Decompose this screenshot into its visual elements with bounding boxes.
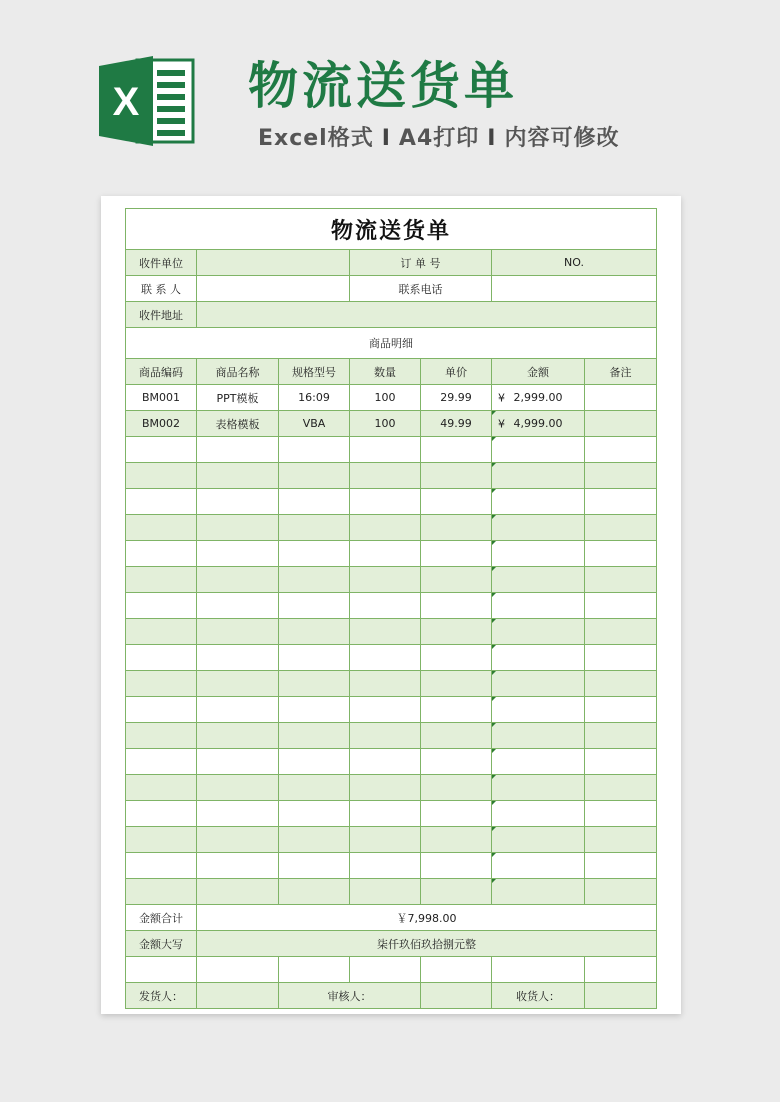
empty-cell[interactable] <box>421 437 492 463</box>
page-subtitle <box>258 124 619 154</box>
receiver-field[interactable] <box>585 983 657 1009</box>
empty-cell[interactable] <box>350 437 421 463</box>
empty-cell[interactable] <box>421 619 492 645</box>
empty-cell[interactable] <box>126 567 197 593</box>
empty-cell[interactable] <box>585 801 657 827</box>
empty-cell[interactable] <box>279 749 350 775</box>
empty-cell[interactable] <box>350 619 421 645</box>
empty-cell[interactable] <box>421 827 492 853</box>
empty-cell[interactable] <box>492 671 585 697</box>
empty-cell[interactable] <box>350 775 421 801</box>
item-spec[interactable]: 16:09 <box>279 385 350 411</box>
empty-cell[interactable] <box>126 619 197 645</box>
empty-cell[interactable] <box>492 749 585 775</box>
empty-cell[interactable] <box>197 749 279 775</box>
empty-cell[interactable] <box>350 853 421 879</box>
currency-symbol: ¥ <box>498 391 505 404</box>
empty-cell[interactable] <box>421 723 492 749</box>
contact-label: 联 系 人 <box>126 276 197 302</box>
form-title: 物流送货单 <box>126 209 657 250</box>
empty-cell[interactable] <box>197 645 279 671</box>
capital-row <box>126 931 657 957</box>
signature-row <box>126 983 657 1009</box>
empty-cell[interactable] <box>350 827 421 853</box>
empty-cell[interactable] <box>585 515 657 541</box>
empty-cell[interactable] <box>585 827 657 853</box>
column-header-row <box>126 359 657 385</box>
empty-cell[interactable] <box>197 879 279 905</box>
capital-value[interactable]: 柒仟玖佰玖拾捌元整 <box>197 931 657 957</box>
empty-item-row <box>126 593 657 619</box>
empty-cell[interactable] <box>350 697 421 723</box>
empty-cell[interactable] <box>421 879 492 905</box>
col-header: 金额 <box>492 359 585 385</box>
empty-cell[interactable] <box>126 645 197 671</box>
empty-cell[interactable] <box>126 437 197 463</box>
empty-cell[interactable] <box>585 463 657 489</box>
reviewer-label: 审核人： <box>279 983 421 1009</box>
logo-letter: X <box>112 80 140 124</box>
empty-cell[interactable] <box>126 749 197 775</box>
item-amount-value: 4,999.00 <box>513 417 563 430</box>
empty-cell[interactable] <box>126 853 197 879</box>
item-amount[interactable] <box>492 411 585 437</box>
order-no-label: 订 单 号 <box>350 250 492 276</box>
empty-item-row <box>126 853 657 879</box>
empty-cell[interactable] <box>279 853 350 879</box>
item-note[interactable] <box>585 411 657 437</box>
item-amount-value: 2,999.00 <box>513 391 563 404</box>
item-name[interactable]: 表格模板 <box>197 411 279 437</box>
blank-cell[interactable] <box>350 957 421 983</box>
empty-cell[interactable] <box>421 489 492 515</box>
item-name[interactable]: PPT模板 <box>197 385 279 411</box>
empty-item-row <box>126 775 657 801</box>
empty-cell[interactable] <box>492 853 585 879</box>
blank-cell[interactable] <box>585 957 657 983</box>
form-title-row <box>126 209 657 250</box>
item-price[interactable]: 29.99 <box>421 385 492 411</box>
empty-item-row <box>126 515 657 541</box>
detail-header-row <box>126 328 657 359</box>
subtitle-editable: 内容可修改 <box>504 126 620 151</box>
empty-item-rows <box>126 437 657 905</box>
empty-cell[interactable] <box>197 541 279 567</box>
receiver-label: 收货人： <box>492 983 585 1009</box>
empty-item-row <box>126 749 657 775</box>
empty-item-row <box>126 463 657 489</box>
empty-cell[interactable] <box>279 801 350 827</box>
empty-cell[interactable] <box>197 827 279 853</box>
empty-cell[interactable] <box>197 463 279 489</box>
empty-cell[interactable] <box>126 697 197 723</box>
empty-cell[interactable] <box>585 619 657 645</box>
capital-label: 金额大写 <box>126 931 197 957</box>
empty-cell[interactable] <box>197 489 279 515</box>
empty-cell[interactable] <box>279 697 350 723</box>
currency-symbol: ¥ <box>498 417 505 430</box>
empty-cell[interactable] <box>350 541 421 567</box>
empty-cell[interactable] <box>197 853 279 879</box>
detail-heading: 商品明细 <box>126 328 657 359</box>
empty-cell[interactable] <box>492 801 585 827</box>
item-qty[interactable]: 100 <box>350 385 421 411</box>
subtitle-format: Excel格式 <box>258 126 374 151</box>
empty-cell[interactable] <box>126 515 197 541</box>
empty-cell[interactable] <box>421 775 492 801</box>
empty-cell[interactable] <box>279 593 350 619</box>
empty-cell[interactable] <box>126 827 197 853</box>
empty-cell[interactable] <box>126 723 197 749</box>
col-header: 数量 <box>350 359 421 385</box>
empty-cell[interactable] <box>279 463 350 489</box>
item-code[interactable]: BM001 <box>126 385 197 411</box>
empty-item-row <box>126 671 657 697</box>
empty-cell[interactable] <box>197 775 279 801</box>
empty-cell[interactable] <box>492 437 585 463</box>
delivery-form-table <box>125 208 657 1009</box>
empty-item-row <box>126 697 657 723</box>
empty-cell[interactable] <box>279 645 350 671</box>
item-spec[interactable]: VBA <box>279 411 350 437</box>
empty-cell[interactable] <box>279 437 350 463</box>
empty-cell[interactable] <box>197 671 279 697</box>
empty-cell[interactable] <box>279 671 350 697</box>
order-no-prefix: NO. <box>564 256 584 269</box>
blank-row <box>126 957 657 983</box>
page-title: 物流送货单 <box>248 57 518 115</box>
empty-cell[interactable] <box>279 879 350 905</box>
empty-cell[interactable] <box>126 541 197 567</box>
empty-cell[interactable] <box>126 801 197 827</box>
page-header <box>0 0 780 190</box>
subtitle-print: A4打印 <box>398 126 480 151</box>
empty-cell[interactable] <box>197 515 279 541</box>
blank-cell[interactable] <box>197 957 279 983</box>
empty-cell[interactable] <box>492 515 585 541</box>
empty-item-row <box>126 567 657 593</box>
col-header: 规格型号 <box>279 359 350 385</box>
subtitle-separator: I <box>381 126 391 151</box>
phone-field[interactable] <box>492 276 657 302</box>
address-label: 收件地址 <box>126 302 197 328</box>
empty-cell[interactable] <box>279 619 350 645</box>
empty-cell[interactable] <box>585 749 657 775</box>
phone-label: 联系电话 <box>350 276 492 302</box>
empty-cell[interactable] <box>279 541 350 567</box>
empty-cell[interactable] <box>350 567 421 593</box>
empty-cell[interactable] <box>197 619 279 645</box>
recipient-row <box>126 250 657 276</box>
empty-cell[interactable] <box>421 541 492 567</box>
empty-cell[interactable] <box>350 515 421 541</box>
empty-cell[interactable] <box>421 853 492 879</box>
empty-cell[interactable] <box>421 463 492 489</box>
empty-cell[interactable] <box>585 437 657 463</box>
blank-cell[interactable] <box>126 957 197 983</box>
empty-cell[interactable] <box>492 567 585 593</box>
excel-logo-icon <box>97 56 197 146</box>
empty-cell[interactable] <box>350 463 421 489</box>
delivery-form-sheet <box>101 196 681 1014</box>
empty-cell[interactable] <box>279 827 350 853</box>
empty-cell[interactable] <box>197 567 279 593</box>
empty-cell[interactable] <box>492 827 585 853</box>
empty-cell[interactable] <box>585 853 657 879</box>
contact-row <box>126 276 657 302</box>
empty-cell[interactable] <box>492 541 585 567</box>
empty-cell[interactable] <box>279 515 350 541</box>
empty-cell[interactable] <box>350 749 421 775</box>
empty-cell[interactable] <box>421 645 492 671</box>
blank-cell[interactable] <box>421 957 492 983</box>
empty-item-row <box>126 489 657 515</box>
empty-cell[interactable] <box>492 619 585 645</box>
blank-cell[interactable] <box>492 957 585 983</box>
empty-cell[interactable] <box>585 489 657 515</box>
empty-cell[interactable] <box>197 697 279 723</box>
item-amount[interactable] <box>492 385 585 411</box>
empty-cell[interactable] <box>421 697 492 723</box>
empty-item-row <box>126 619 657 645</box>
empty-cell[interactable] <box>279 567 350 593</box>
empty-item-row <box>126 541 657 567</box>
item-code[interactable]: BM002 <box>126 411 197 437</box>
reviewer-field[interactable] <box>421 983 492 1009</box>
empty-item-row <box>126 827 657 853</box>
shipper-field[interactable] <box>197 983 279 1009</box>
shipper-label: 发货人： <box>126 983 197 1009</box>
col-header: 商品名称 <box>197 359 279 385</box>
subtitle-separator: I <box>487 126 497 151</box>
empty-cell[interactable] <box>126 879 197 905</box>
empty-cell[interactable] <box>350 671 421 697</box>
recipient-unit-field[interactable] <box>197 250 350 276</box>
empty-cell[interactable] <box>421 801 492 827</box>
total-row <box>126 905 657 931</box>
empty-item-row <box>126 879 657 905</box>
empty-cell[interactable] <box>585 567 657 593</box>
empty-cell[interactable] <box>585 671 657 697</box>
empty-item-row <box>126 437 657 463</box>
empty-cell[interactable] <box>126 671 197 697</box>
empty-cell[interactable] <box>197 723 279 749</box>
empty-cell[interactable] <box>350 723 421 749</box>
empty-cell[interactable] <box>585 775 657 801</box>
empty-cell[interactable] <box>126 593 197 619</box>
empty-cell[interactable] <box>492 775 585 801</box>
empty-cell[interactable] <box>279 723 350 749</box>
empty-cell[interactable] <box>350 489 421 515</box>
empty-cell[interactable] <box>279 489 350 515</box>
item-row <box>126 385 657 411</box>
empty-item-row <box>126 801 657 827</box>
empty-cell[interactable] <box>126 463 197 489</box>
empty-cell[interactable] <box>350 645 421 671</box>
empty-cell[interactable] <box>421 749 492 775</box>
item-row <box>126 411 657 437</box>
empty-cell[interactable] <box>492 489 585 515</box>
col-header: 备注 <box>585 359 657 385</box>
col-header: 商品编码 <box>126 359 197 385</box>
address-field[interactable] <box>197 302 657 328</box>
empty-cell[interactable] <box>585 723 657 749</box>
contact-field[interactable] <box>197 276 350 302</box>
empty-cell[interactable] <box>492 723 585 749</box>
empty-item-row <box>126 723 657 749</box>
order-no-field[interactable] <box>492 250 657 276</box>
empty-cell[interactable] <box>197 437 279 463</box>
empty-cell[interactable] <box>492 463 585 489</box>
empty-cell[interactable] <box>585 879 657 905</box>
empty-cell[interactable] <box>492 593 585 619</box>
empty-cell[interactable] <box>350 879 421 905</box>
total-value[interactable]: ￥7,998.00 <box>197 905 657 931</box>
blank-cell[interactable] <box>279 957 350 983</box>
item-qty[interactable]: 100 <box>350 411 421 437</box>
empty-cell[interactable] <box>421 515 492 541</box>
empty-cell[interactable] <box>197 801 279 827</box>
item-price[interactable]: 49.99 <box>421 411 492 437</box>
empty-cell[interactable] <box>585 593 657 619</box>
empty-cell[interactable] <box>279 775 350 801</box>
empty-cell[interactable] <box>197 593 279 619</box>
empty-cell[interactable] <box>492 697 585 723</box>
address-row <box>126 302 657 328</box>
item-note[interactable] <box>585 385 657 411</box>
total-label: 金额合计 <box>126 905 197 931</box>
empty-cell[interactable] <box>585 645 657 671</box>
empty-cell[interactable] <box>350 801 421 827</box>
empty-cell[interactable] <box>585 697 657 723</box>
empty-cell[interactable] <box>492 645 585 671</box>
empty-cell[interactable] <box>585 541 657 567</box>
empty-cell[interactable] <box>126 489 197 515</box>
empty-cell[interactable] <box>421 567 492 593</box>
empty-item-row <box>126 645 657 671</box>
empty-cell[interactable] <box>421 671 492 697</box>
empty-cell[interactable] <box>492 879 585 905</box>
empty-cell[interactable] <box>350 593 421 619</box>
empty-cell[interactable] <box>421 593 492 619</box>
recipient-unit-label: 收件单位 <box>126 250 197 276</box>
empty-cell[interactable] <box>126 775 197 801</box>
col-header: 单价 <box>421 359 492 385</box>
